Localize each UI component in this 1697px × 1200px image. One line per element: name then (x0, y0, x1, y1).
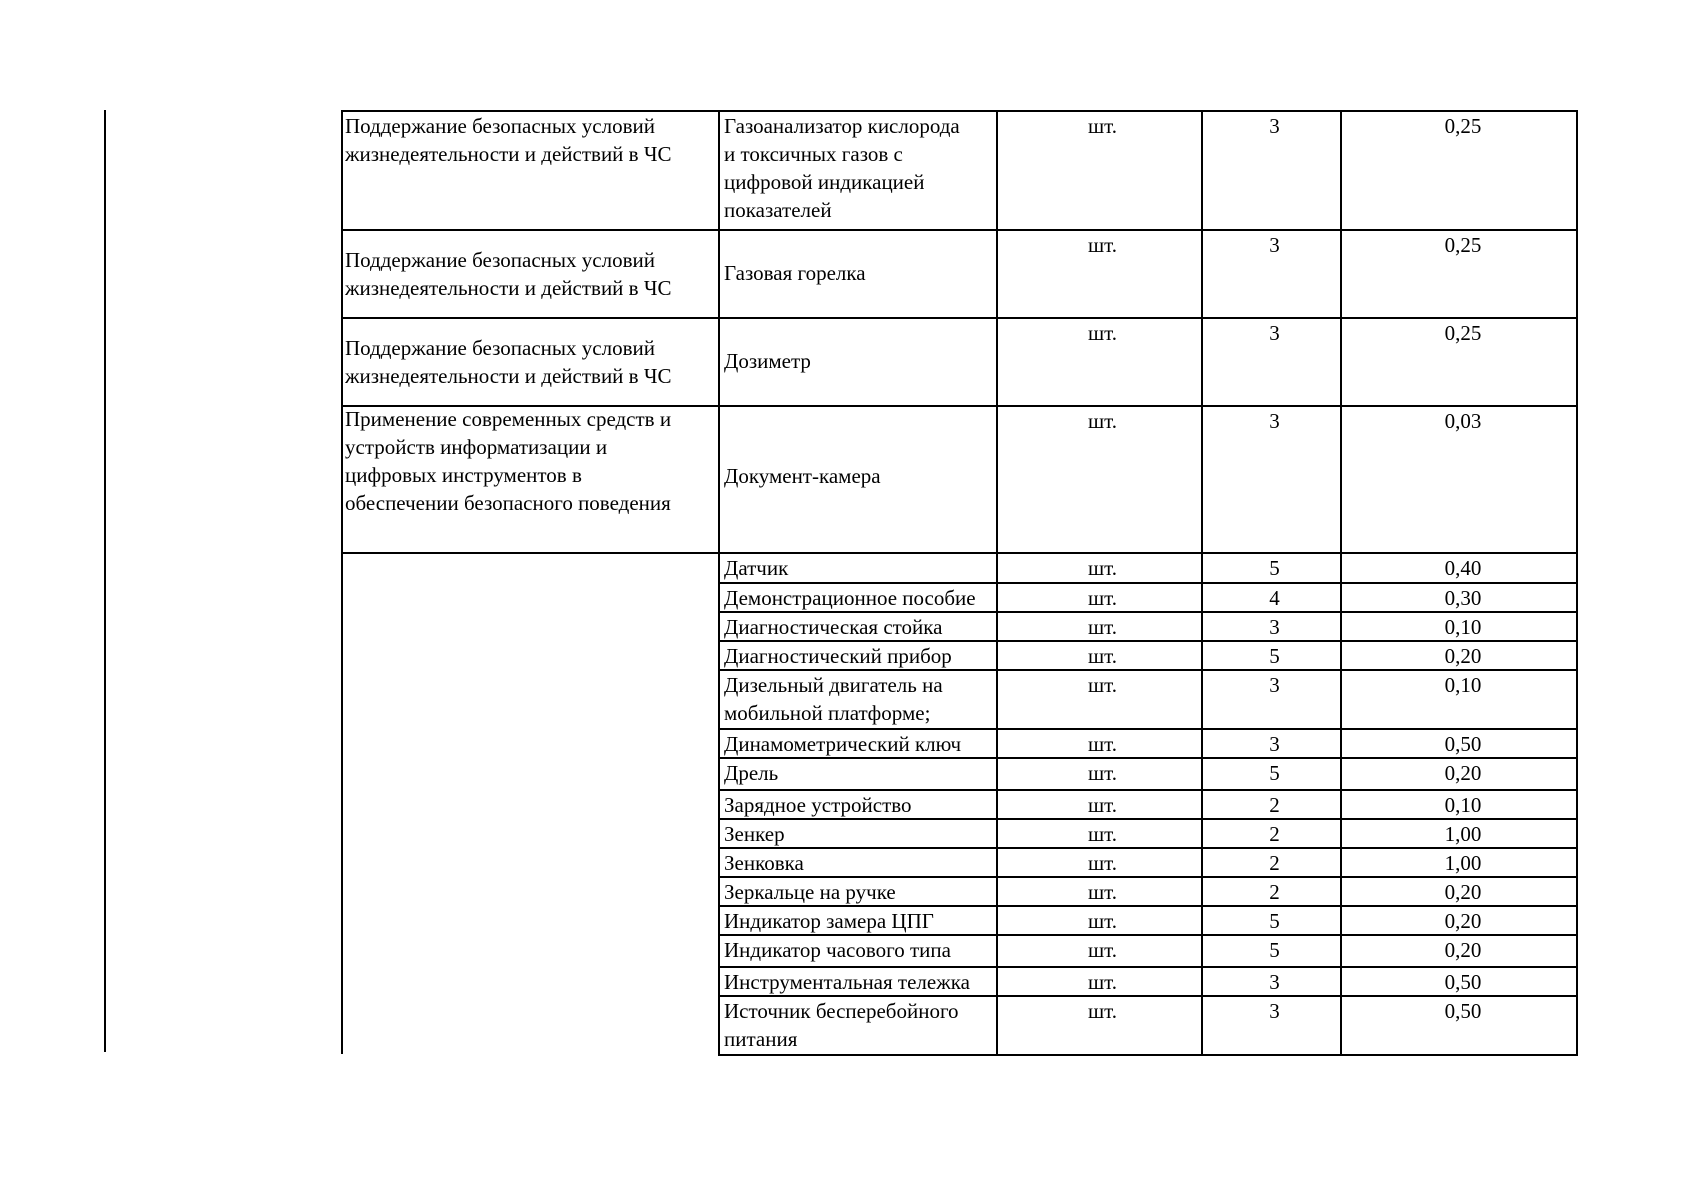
unit-cell: шт. (1087, 822, 1118, 846)
coefficient-cell: 0,50 (1444, 999, 1482, 1023)
item-name-cell: Газовая горелка (724, 261, 866, 285)
quantity-cell: 5 (1269, 644, 1280, 668)
coefficient-cell: 0,10 (1444, 793, 1482, 817)
coefficient-cell: 0,10 (1444, 673, 1482, 697)
unit-cell: шт. (1087, 970, 1118, 994)
item-name-cell: Зеркальце на ручке (724, 880, 896, 904)
quantity-cell: 3 (1269, 999, 1280, 1023)
unit-cell: шт. (1087, 114, 1118, 138)
coefficient-cell: 0,50 (1444, 732, 1482, 756)
item-name-cell: Индикатор замера ЦПГ (724, 909, 934, 933)
coefficient-cell: 1,00 (1444, 822, 1482, 846)
row-border-group-14 (718, 1054, 1578, 1056)
quantity-cell: 3 (1269, 233, 1280, 257)
item-name-cell: Документ-камера (724, 464, 881, 488)
item-name-cell: Газоанализатор кислорода и токсичных газов с цифровой индикацией показателей (724, 114, 960, 222)
item-name-cell: Индикатор часового типа (724, 938, 951, 962)
category-cell: Поддержание безопасных условий жизнедеятельности и действий в ЧС (345, 336, 672, 388)
unit-cell: шт. (1087, 233, 1118, 257)
coefficient-cell: 0,25 (1444, 233, 1482, 257)
item-name-cell: Демонстрационное пособие (724, 586, 976, 610)
item-name-cell: Источник бесперебойного питания (724, 999, 959, 1051)
category-cell: Поддержание безопасных условий жизнедеятельности и действий в ЧС (345, 248, 672, 300)
item-name-cell: Зенкер (724, 822, 785, 846)
coefficient-cell: 0,25 (1444, 114, 1482, 138)
quantity-cell: 5 (1269, 761, 1280, 785)
left-margin-line (104, 110, 106, 1052)
quantity-cell: 2 (1269, 822, 1280, 846)
unit-cell: шт. (1087, 999, 1118, 1023)
item-name-cell: Зарядное устройство (724, 793, 912, 817)
unit-cell: шт. (1087, 793, 1118, 817)
quantity-cell: 3 (1269, 114, 1280, 138)
coefficient-cell: 0,50 (1444, 970, 1482, 994)
quantity-cell: 3 (1269, 673, 1280, 697)
unit-cell: шт. (1087, 409, 1118, 433)
unit-cell: шт. (1087, 673, 1118, 697)
unit-cell: шт. (1087, 761, 1118, 785)
item-name-cell: Дозиметр (724, 349, 811, 373)
quantity-cell: 2 (1269, 851, 1280, 875)
category-cell: Применение современных средств и устройств информатизации и цифровых инструментов в обеспечении безопасного поведения (345, 407, 672, 515)
unit-cell: шт. (1087, 556, 1118, 580)
quantity-cell: 2 (1269, 880, 1280, 904)
unit-cell: шт. (1087, 644, 1118, 668)
item-name-cell: Зенковка (724, 851, 804, 875)
quantity-cell: 3 (1269, 732, 1280, 756)
item-name-cell: Дизельный двигатель на мобильной платформе; (724, 673, 943, 725)
quantity-cell: 3 (1269, 409, 1280, 433)
unit-cell: шт. (1087, 851, 1118, 875)
unit-cell: шт. (1087, 615, 1118, 639)
item-name-cell: Датчик (724, 556, 789, 580)
unit-cell: шт. (1087, 909, 1118, 933)
coefficient-cell: 0,10 (1444, 615, 1482, 639)
coefficient-cell: 0,25 (1444, 321, 1482, 345)
quantity-cell: 3 (1269, 970, 1280, 994)
quantity-cell: 5 (1269, 909, 1280, 933)
coefficient-cell: 0,30 (1444, 586, 1482, 610)
item-name-cell: Диагностическая стойка (724, 615, 943, 639)
col-border-category-left (341, 110, 343, 1054)
category-cell: Поддержание безопасных условий жизнедеятельности и действий в ЧС (345, 114, 672, 166)
quantity-cell: 5 (1269, 938, 1280, 962)
unit-cell: шт. (1087, 938, 1118, 962)
coefficient-cell: 0,20 (1444, 761, 1482, 785)
unit-cell: шт. (1087, 880, 1118, 904)
coefficient-cell: 0,20 (1444, 909, 1482, 933)
quantity-cell: 4 (1269, 586, 1280, 610)
coefficient-cell: 0,20 (1444, 938, 1482, 962)
coefficient-cell: 1,00 (1444, 851, 1482, 875)
coefficient-cell: 0,20 (1444, 880, 1482, 904)
item-name-cell: Динамометрический ключ (724, 732, 962, 756)
quantity-cell: 5 (1269, 556, 1280, 580)
item-name-cell: Диагностический прибор (724, 644, 952, 668)
unit-cell: шт. (1087, 586, 1118, 610)
quantity-cell: 3 (1269, 615, 1280, 639)
coefficient-cell: 0,40 (1444, 556, 1482, 580)
unit-cell: шт. (1087, 732, 1118, 756)
unit-cell: шт. (1087, 321, 1118, 345)
item-name-cell: Инструментальная тележка (724, 970, 970, 994)
item-name-cell: Дрель (724, 761, 779, 785)
quantity-cell: 2 (1269, 793, 1280, 817)
coefficient-cell: 0,20 (1444, 644, 1482, 668)
quantity-cell: 3 (1269, 321, 1280, 345)
coefficient-cell: 0,03 (1444, 409, 1482, 433)
